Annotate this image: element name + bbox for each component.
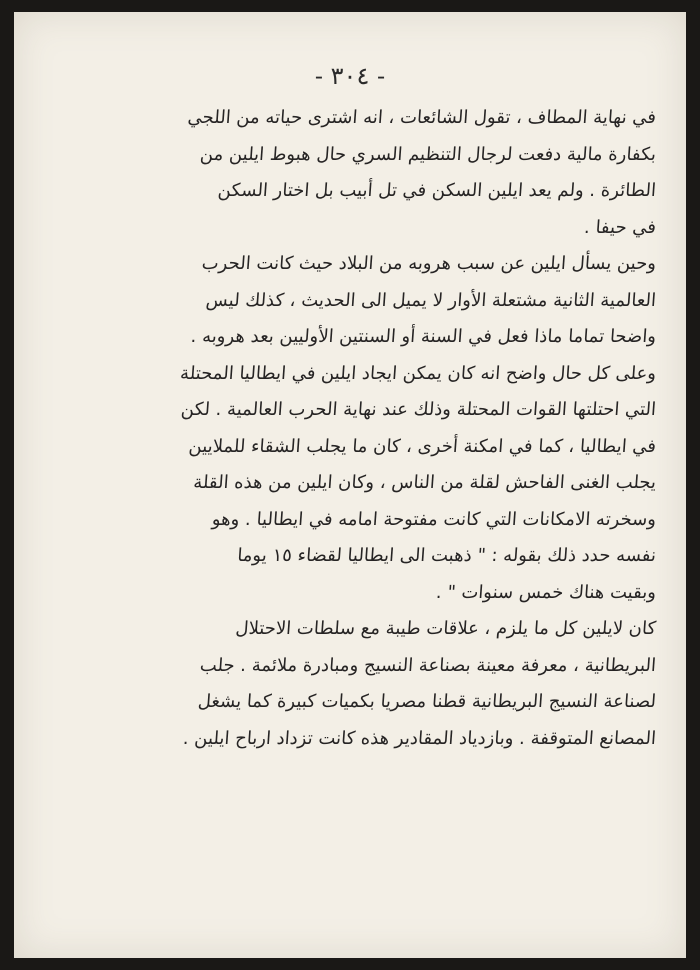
text-line: وحين يسأل ايلين عن سبب هروبه من البلاد حيث كانت الحرب [201,253,657,274]
text-line: في نهاية المطاف ، تقول الشائعات ، انه اشترى حياته من اللجي [186,107,657,128]
text-line: التي احتلتها القوات المحتلة وذلك عند نهاية الحرب العالمية . لكن [180,399,657,420]
text-line: بكفارة مالية دفعت لرجال التنظيم السري حال هبوط ايلين من [199,143,657,165]
handwritten-text-body [66,100,656,757]
text-line: يجلب الغنى الفاحش لقلة من الناس ، وكان ايلين من هذه القلة [192,472,657,493]
text-line: وسخرته الامكانات التي كانت مفتوحة امامه في ايطاليا . وهو [211,508,657,530]
text-line: البريطانية ، معرفة معينة بصناعة النسيج ومبادرة ملائمة . جلب [199,654,657,676]
manuscript-page [14,12,686,958]
text-line: نفسه حدد ذلك بقوله : " ذهبت الى ايطاليا لقضاء ١٥ يوما [236,545,657,566]
text-line: كان لايلين كل ما يلزم ، علاقات طيبة مع سلطات الاحتلال [234,618,657,639]
text-line: العالمية الثانية مشتعلة الأوار لا يميل الى الحديث ، كذلك ليس [205,289,657,311]
text-line: وبقيت هناك خمس سنوات " . [435,581,657,603]
text-line: واضحا تماما ماذا فعل في السنة أو السنتين الأوليين بعد هروبه . [190,326,657,347]
page-number: - ٣٠٤ - [314,62,386,90]
text-line: وعلى كل حال واضح انه كان يمكن ايجاد ايلين في ايطاليا المحتلة [179,362,657,384]
text-line: المصانع المتوقفة . وبازدياد المقادير هذه كانت تزداد ارباح ايلين . [182,727,657,749]
text-line: في حيفا . [583,216,657,238]
text-line: الطائرة . ولم يعد ايلين السكن في تل أبيب بل اختار السكن [217,180,657,201]
text-line: لصناعة النسيج البريطانية قطنا مصريا بكميات كبيرة كما يشغل [197,691,657,712]
text-line: في ايطاليا ، كما في امكنة أخرى ، كان ما يجلب الشقاء للملايين [187,435,657,457]
